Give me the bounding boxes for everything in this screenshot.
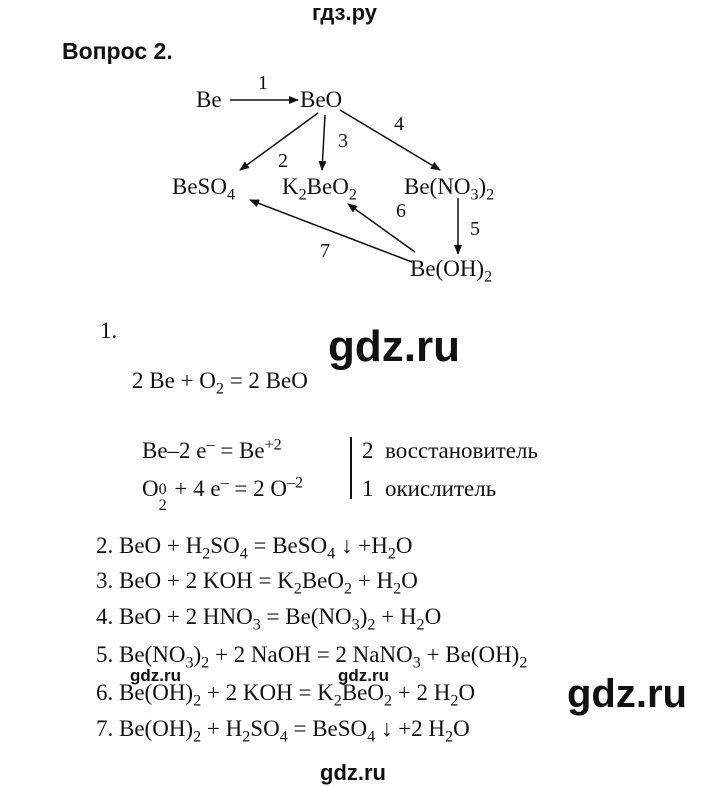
arrow-number-7: 7 [320, 240, 330, 262]
role-reducer: восстановитель [385, 438, 538, 463]
watermark-small-mid: gdz.ru [338, 666, 389, 685]
reaction-3: 3. BeO + 2 KOH = $K_2BeO_2 + H_2O$ [96, 568, 418, 598]
half-reaction-reduction: O 2 0 + 4 e– = 2 $O^{-2}$ [142, 474, 304, 514]
role-oxidizer: окислитель [385, 476, 497, 501]
reaction-6: 6. $Be(OH)_2 + 2$ KOH = $K_2BeO_2 + 2$ $H_2O$ [96, 680, 476, 710]
node-k2beo2: $K_2BeO_2$ [282, 174, 357, 204]
arrow-number-2: 2 [278, 150, 288, 172]
arrow-3 [322, 115, 325, 170]
node-be: Be [196, 87, 222, 112]
arrow-number-1: 1 [258, 72, 268, 94]
half-reaction-oxidation: Be–2 $e^- = Be^{+2}$ [142, 436, 282, 463]
arrow-number-4: 4 [394, 113, 404, 135]
reaction-7: 7. $Be(OH)_2 + H_2SO_4$ = BeSO$_4$ ↓ +2 $H_2O$ [96, 716, 470, 746]
arrow-4 [340, 110, 440, 170]
question-title: Вопрос 2. [62, 38, 173, 64]
reaction-2: 2. BeO + $H_2SO_4$ = BeSO$_4$ ↓ $+H_2O$ [96, 533, 413, 563]
node-beno3-2: $Be(NO_3)_2$ [404, 174, 495, 204]
arrow-number-6: 6 [396, 200, 406, 222]
watermark-bottom: gdz.ru [320, 760, 386, 785]
watermark-small-left: gdz.ru [130, 666, 181, 685]
reaction-4: 4. BeO + 2 $HNO_3 = Be(NO_3)_2 + H_2O$ [96, 604, 442, 634]
watermark-right: gdz.ru [567, 672, 687, 716]
reaction-1-equation: 2 $Be + O_2 = 2$ BeO [132, 368, 308, 398]
arrow-7 [250, 200, 412, 262]
watermark-top: гдз.ру [312, 0, 377, 25]
coefficient-oxidizer: 1 окислитель [362, 476, 497, 501]
arrow-number-3: 3 [338, 130, 348, 152]
reaction-1-number: 1. [100, 318, 118, 343]
watermark-center: gdz.ru [328, 322, 460, 371]
reaction-5: 5. $Be(NO_3)_2 + 2$ NaOH = 2 NaNO$_3$ + $Be(OH)_2$ [96, 642, 528, 672]
node-beo: BeO [300, 87, 343, 112]
node-beso4: BeSO$_4$ [172, 174, 235, 204]
arrow-number-5: 5 [470, 218, 480, 240]
balance-divider [350, 437, 352, 499]
node-beoh2: $Be(OH)_2$ [410, 256, 493, 286]
coefficient-reducer: 2 восстановитель [362, 438, 538, 463]
